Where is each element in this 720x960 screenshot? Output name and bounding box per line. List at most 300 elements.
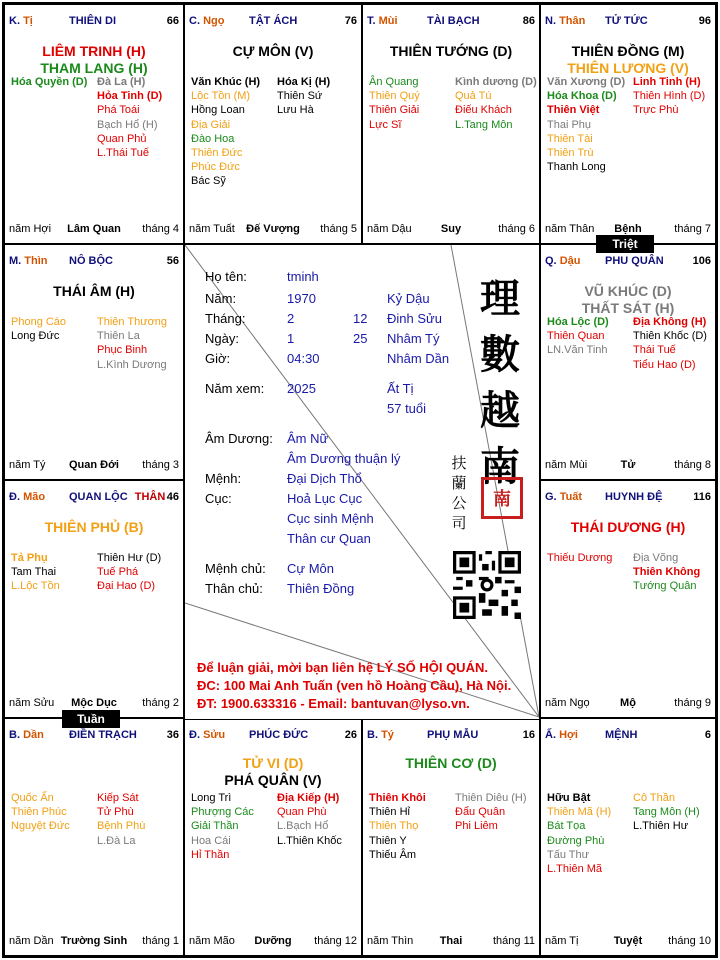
minor-star: Hóa Khoa (D) <box>547 90 617 103</box>
palace-stage: Tử <box>620 459 636 471</box>
good-stars-column <box>547 551 612 565</box>
main-star: THÁI DƯƠNG (H) <box>570 519 686 535</box>
minor-star: Địa Không (H) <box>633 316 707 328</box>
palace-prefix: Đ. <box>9 491 20 503</box>
palace-prefix: T. <box>367 15 376 27</box>
main-stars <box>541 283 715 317</box>
palace-prefix: Đ. <box>189 729 200 741</box>
minor-star: Thiên Trù <box>547 147 594 160</box>
palace-name: PHỤ MẪU <box>427 729 479 741</box>
minor-star: Thiếu Âm <box>369 848 417 861</box>
minor-star: Linh Tinh (H) <box>633 76 701 88</box>
minor-star: Quan Phù <box>277 806 327 819</box>
palace-number: 66 <box>166 15 179 27</box>
minor-star: Thiên Khốc (D) <box>633 330 707 343</box>
palace-year: năm Mão <box>189 935 235 947</box>
palace-header <box>189 15 357 31</box>
palace-month: tháng 4 <box>142 223 179 235</box>
hour-value: 04:30 <box>287 351 320 366</box>
palace-mui[interactable] <box>362 4 540 244</box>
palace-stage: Mộc Dục <box>71 697 117 709</box>
bad-stars-column <box>455 791 527 834</box>
palace-branch: Sửu <box>203 729 226 741</box>
palace-position <box>545 15 585 27</box>
calligraphy-title: 理 數 越 南 <box>480 275 520 490</box>
palace-dan[interactable] <box>4 718 184 956</box>
palace-prefix: N. <box>545 15 556 27</box>
qr-code[interactable] <box>453 551 521 619</box>
contact-line-1: Để luận giải, mời bạn liên hệ LÝ SỐ HỘI QUÁN. <box>197 660 488 675</box>
minor-star: Thiên Giải <box>369 104 420 117</box>
palace-suu[interactable] <box>184 718 362 956</box>
minor-star: Ân Quang <box>369 76 419 88</box>
month-lunar: 12 <box>353 311 368 326</box>
main-star: TỬ VI (D) <box>242 755 304 771</box>
triet-badge: Triệt <box>596 235 654 253</box>
main-stars <box>541 43 715 77</box>
minor-star: Thiên Diêu (H) <box>455 792 527 804</box>
minor-star: Quả Tú <box>455 90 492 103</box>
palace-position <box>545 255 580 267</box>
minor-star: Thiên Hư (D) <box>97 552 162 564</box>
amduong-label: Âm Dương: <box>205 431 273 446</box>
minor-star: L.Tang Môn <box>455 118 513 131</box>
cuc-value-2: Cục sinh Mệnh <box>287 511 374 526</box>
palace-name: TỬ TỨC <box>605 15 648 27</box>
minor-star: Phi Liêm <box>455 820 498 833</box>
main-stars <box>5 519 183 536</box>
minor-star: Thiên Phúc <box>11 806 67 819</box>
palace-year: năm Sửu <box>9 697 55 709</box>
palace-branch: Tuất <box>559 491 583 503</box>
main-stars <box>185 43 361 60</box>
minor-star: Thiếu Dương <box>547 552 613 564</box>
thanchu-value: Thiên Đồng <box>287 581 355 596</box>
palace-month: tháng 8 <box>674 459 711 471</box>
palace-stage: Trường Sinh <box>60 935 128 947</box>
minor-star: Thiên Quan <box>547 330 605 343</box>
palace-branch: Tị <box>23 15 33 27</box>
palace-dau[interactable] <box>540 244 716 480</box>
good-stars-column <box>11 791 70 834</box>
minor-star: Đại Hao (D) <box>97 580 156 593</box>
main-star: THẤT SÁT (H) <box>581 300 675 316</box>
minor-star: Bạch Hổ (H) <box>97 118 158 131</box>
minor-star: Thiên Đức <box>191 147 243 160</box>
palace-year: năm Thìn <box>367 935 414 947</box>
good-stars-column <box>369 791 426 862</box>
palace-than[interactable] <box>540 4 716 244</box>
good-stars-column <box>191 75 260 189</box>
palace-ngo[interactable] <box>184 4 362 244</box>
palace-name: HUYNH ĐỆ <box>605 491 663 503</box>
minor-star: Thiên Việt <box>547 104 600 117</box>
day-label: Ngày: <box>205 331 239 346</box>
palace-thin[interactable] <box>4 244 184 480</box>
palace-position <box>189 729 225 741</box>
good-stars-column <box>11 75 87 89</box>
bad-stars-column <box>97 551 161 594</box>
palace-ty[interactable] <box>362 718 540 956</box>
bad-stars-column <box>455 75 537 132</box>
hour-label: Giờ: <box>205 351 231 366</box>
palace-position <box>9 15 33 27</box>
main-stars <box>363 755 539 772</box>
minor-star: Thiên Y <box>369 834 407 847</box>
palace-name: TẬT ÁCH <box>249 15 298 27</box>
year-label: Năm: <box>205 291 237 306</box>
minor-star: Tam Thai <box>11 566 57 579</box>
palace-branch: Thìn <box>24 255 48 267</box>
minor-star: Hữu Bật <box>547 792 591 804</box>
bad-stars-column <box>633 315 707 372</box>
cuc-label: Cục: <box>205 491 232 506</box>
day-lunar: 25 <box>353 331 368 346</box>
minor-star: L.Đà La <box>97 834 136 847</box>
tu-vi-chart <box>2 2 718 958</box>
minor-star: Hồng Loan <box>191 104 245 117</box>
minor-star: Phượng Các <box>191 806 254 819</box>
minor-star: Thai Phụ <box>547 118 592 131</box>
bad-stars-column <box>633 75 705 118</box>
minor-star: Điếu Khách <box>455 104 512 117</box>
palace-footer <box>367 935 535 949</box>
minor-star: Giải Thần <box>191 820 239 833</box>
palace-header <box>367 729 535 745</box>
bad-stars-column <box>97 315 167 372</box>
palace-number: 86 <box>522 15 535 27</box>
minor-star: Quan Phủ <box>97 132 147 145</box>
main-star: THIÊN PHỦ (B) <box>44 519 144 535</box>
palace-stage: Thai <box>439 935 463 947</box>
palace-header <box>9 491 179 507</box>
than-marker: THÂN <box>134 491 166 503</box>
minor-star: Tướng Quân <box>633 580 697 593</box>
palace-header <box>545 491 711 507</box>
menh-label: Mệnh: <box>205 471 242 486</box>
minor-star: Thiên Không <box>633 566 701 579</box>
palace-hoi[interactable] <box>540 718 716 956</box>
main-star: VŨ KHÚC (D) <box>584 283 672 299</box>
view-year-label: Năm xem: <box>205 381 265 396</box>
palace-stage: Quan Đới <box>69 459 119 471</box>
minor-star: Lực Sĩ <box>369 118 402 131</box>
palace-position <box>545 491 582 503</box>
minor-star: Bệnh Phù <box>97 820 146 833</box>
palace-branch: Mùi <box>378 15 398 27</box>
minor-star: Thiên Sứ <box>277 90 323 103</box>
minor-star: Thiên Mã (H) <box>547 806 612 819</box>
good-stars-column <box>369 75 420 132</box>
minor-star: Tấu Thư <box>547 848 590 861</box>
minor-star: Thiên La <box>97 330 140 343</box>
palace-month: tháng 2 <box>142 697 179 709</box>
minor-star: Kình dương (D) <box>455 76 537 88</box>
year-canchi: Kỷ Dậu <box>387 291 430 306</box>
minor-star: Địa Võng <box>633 552 679 564</box>
minor-star: Lưu Hà <box>277 104 314 117</box>
palace-prefix: M. <box>9 255 22 267</box>
main-star: PHÁ QUÂN (V) <box>224 772 322 788</box>
minor-star: Hóa Lộc (D) <box>547 316 609 328</box>
palace-footer <box>9 697 179 711</box>
palace-footer <box>545 697 711 711</box>
palace-number: 6 <box>704 729 711 741</box>
palace-header <box>367 15 535 31</box>
palace-name: NÔ BỘC <box>69 255 113 267</box>
day-value: 1 <box>287 331 295 346</box>
minor-star: L.Bạch Hổ <box>277 820 329 833</box>
minor-star: Thiên Tài <box>547 132 593 145</box>
good-stars-column <box>11 315 66 343</box>
good-stars-column <box>547 315 609 358</box>
main-stars <box>541 519 715 536</box>
palace-position <box>189 15 224 27</box>
minor-star: Đường Phù <box>547 834 605 847</box>
palace-month: tháng 9 <box>674 697 711 709</box>
minor-star: Đà La (H) <box>97 76 146 88</box>
good-stars-column <box>191 791 254 862</box>
palace-footer <box>9 935 179 949</box>
palace-branch: Dần <box>23 729 44 741</box>
minor-star: Quốc Ấn <box>11 792 54 804</box>
palace-footer <box>189 935 357 949</box>
minor-star: Phá Toái <box>97 104 140 117</box>
palace-header <box>9 15 179 31</box>
palace-prefix: B. <box>9 729 20 741</box>
main-stars <box>5 283 183 300</box>
minor-star: Tang Môn (H) <box>633 806 700 819</box>
main-stars <box>185 755 361 789</box>
main-star: THIÊN CƠ (D) <box>405 755 497 771</box>
palace-branch: Hợi <box>559 729 578 741</box>
bad-stars-column <box>277 791 342 848</box>
palace-position <box>367 729 394 741</box>
minor-star: Văn Khúc (H) <box>191 76 261 88</box>
palace-month: tháng 7 <box>674 223 711 235</box>
minor-star: L.Thái Tuế <box>97 147 149 160</box>
good-stars-column <box>11 551 60 594</box>
minor-star: Thiên Thọ <box>369 820 419 833</box>
hour-canchi: Nhâm Dần <box>387 351 450 366</box>
palace-year: năm Tý <box>9 459 46 471</box>
minor-star: LN.Văn Tinh <box>547 344 608 357</box>
minor-star: Thiên Hỉ <box>369 806 410 819</box>
palace-number: 36 <box>166 729 179 741</box>
month-value: 2 <box>287 311 295 326</box>
palace-branch: Ngọ <box>203 15 225 27</box>
bad-stars-column <box>633 791 700 834</box>
palace-year: năm Dậu <box>367 223 412 235</box>
palace-year: năm Ngọ <box>545 697 590 709</box>
palace-stage: Tuyệt <box>613 935 643 947</box>
minor-star: Đẩu Quân <box>455 806 506 819</box>
palace-name: MỆNH <box>605 729 638 741</box>
main-star: THIÊN LƯƠNG (V) <box>567 60 689 76</box>
palace-number: 56 <box>166 255 179 267</box>
palace-name: ĐIỀN TRẠCH <box>69 729 137 741</box>
palace-month: tháng 6 <box>498 223 535 235</box>
minor-star: Long Trì <box>191 792 232 804</box>
palace-name: PHU QUÂN <box>605 255 664 267</box>
minor-star: Tả Phụ <box>11 552 48 564</box>
minor-star: Lộc Tồn (M) <box>191 90 251 103</box>
minor-star: Hỉ Thần <box>191 848 230 861</box>
minor-star: Phục Binh <box>97 344 148 357</box>
minor-star: Bát Tọa <box>547 820 586 833</box>
year-value: 1970 <box>287 291 316 306</box>
palace-mao[interactable] <box>4 480 184 718</box>
palace-stage: Đế Vượng <box>246 223 300 235</box>
minor-star: Long Đức <box>11 330 60 343</box>
minor-star: Tử Phù <box>97 806 134 819</box>
minor-star: Thanh Long <box>547 161 606 174</box>
cuc-value-3: Thân cư Quan <box>287 531 371 546</box>
contact-line-2: ĐC: 100 Mai Anh Tuấn (ven hồ Hoàng Cầu), Hà Nội. <box>197 678 512 693</box>
palace-position <box>9 255 48 267</box>
contact-block <box>197 659 511 713</box>
palace-month: tháng 12 <box>314 935 357 947</box>
view-year-canchi: Ất Tị <box>387 381 414 396</box>
palace-branch: Dậu <box>559 255 581 267</box>
minor-star: Trực Phù <box>633 104 679 117</box>
palace-branch: Thân <box>559 15 586 27</box>
minor-star: L.Lộc Tồn <box>11 580 60 593</box>
palace-number: 96 <box>698 15 711 27</box>
palace-footer <box>189 223 357 237</box>
minor-star: L.Thiên Hư <box>633 820 689 833</box>
palace-prefix: K. <box>9 15 20 27</box>
palace-year: năm Thân <box>545 223 595 235</box>
minor-star: Thái Tuế <box>633 344 676 357</box>
palace-prefix: B. <box>367 729 378 741</box>
calligraphy-subtitle: 扶 蘭 公 司 <box>451 454 467 532</box>
palace-number: 116 <box>693 491 711 503</box>
palace-prefix: C. <box>189 15 200 27</box>
minor-star: Hỏa Tinh (D) <box>97 90 163 103</box>
palace-stage: Bệnh <box>614 223 642 235</box>
palace-year: năm Hợi <box>9 223 52 235</box>
amduong-value: Âm Nữ <box>287 431 329 446</box>
palace-stage: Dưỡng <box>254 935 292 947</box>
palace-year: năm Tị <box>545 935 579 947</box>
menhchu-value: Cự Môn <box>287 561 334 576</box>
main-star: THAM LANG (H) <box>40 60 148 76</box>
palace-number: 46 <box>166 491 179 503</box>
minor-star: Thiên Khôi <box>369 792 426 804</box>
palace-name: TÀI BẠCH <box>427 15 480 27</box>
palace-tuat[interactable] <box>540 480 716 718</box>
bad-stars-column <box>633 551 700 594</box>
palace-prefix: G. <box>545 491 557 503</box>
palace-month: tháng 5 <box>320 223 357 235</box>
palace-header <box>545 729 711 745</box>
palace-footer <box>545 935 711 949</box>
minor-star: Tiểu Hao (D) <box>633 358 696 371</box>
minor-star: Cô Thần <box>633 792 675 804</box>
palace-number: 106 <box>692 255 711 267</box>
palace-year: năm Tuất <box>189 223 235 235</box>
main-star: LIÊM TRINH (H) <box>42 43 146 59</box>
palace-name: QUAN LỘC THÂN <box>69 491 166 503</box>
minor-star: Hóa Kị (H) <box>277 76 331 88</box>
age-value: 57 tuổi <box>387 401 427 416</box>
amduong-value-2: Âm Dương thuận lý <box>287 451 401 466</box>
palace-branch: Tý <box>381 729 394 741</box>
palace-stage: Lâm Quan <box>67 223 121 235</box>
palace-header <box>545 15 711 31</box>
menhchu-label: Mệnh chủ: <box>205 561 266 576</box>
palace-number: 16 <box>522 729 535 741</box>
main-star: CỰ MÔN (V) <box>232 43 314 59</box>
name-value: tminh <box>287 269 319 284</box>
main-star: THÁI ÂM (H) <box>53 283 135 299</box>
center-info-panel <box>184 244 540 720</box>
palace-header <box>545 255 711 271</box>
bad-stars-column <box>97 791 145 848</box>
minor-star: Bác Sỹ <box>191 175 226 188</box>
palace-name: PHÚC ĐỨC <box>249 729 309 741</box>
palace-name: THIÊN DI <box>69 15 117 27</box>
main-stars <box>363 43 539 60</box>
palace-month: tháng 11 <box>492 935 535 947</box>
palace-month: tháng 1 <box>142 935 179 947</box>
thanchu-label: Thân chủ: <box>205 581 263 596</box>
palace-number: 26 <box>344 729 357 741</box>
palace-header <box>9 255 179 271</box>
main-star: THIÊN TƯỚNG (D) <box>389 43 513 59</box>
palace-ti[interactable] <box>4 4 184 244</box>
minor-star: Văn Xương (D) <box>547 76 626 88</box>
palace-header <box>189 729 357 745</box>
palace-position <box>9 491 45 503</box>
minor-star: Hoa Cái <box>191 834 231 847</box>
minor-star: L.Thiên Khốc <box>277 834 342 847</box>
day-canchi: Nhâm Tý <box>387 331 440 346</box>
name-label: Họ tên: <box>205 269 247 284</box>
palace-footer <box>367 223 535 237</box>
cuc-value: Hoả Lục Cục <box>287 491 363 506</box>
menh-value: Đại Dịch Thổ <box>287 471 362 486</box>
palace-branch: Mão <box>23 491 46 503</box>
minor-star: L.Kình Dương <box>97 358 167 371</box>
minor-star: Phong Cáo <box>11 316 67 328</box>
bad-stars-column <box>277 75 330 118</box>
good-stars-column <box>547 791 611 876</box>
palace-header <box>9 729 179 745</box>
bad-stars-column <box>97 75 162 160</box>
month-label: Tháng: <box>205 311 246 326</box>
month-canchi: Đinh Sửu <box>387 311 442 326</box>
minor-star: Đào Hoa <box>191 132 235 145</box>
palace-footer <box>9 223 179 237</box>
minor-star: Tuế Phá <box>97 566 139 579</box>
minor-star: Thiên Thương <box>97 316 168 328</box>
palace-footer <box>9 459 179 473</box>
palace-footer <box>545 459 711 473</box>
view-year-value: 2025 <box>287 381 316 396</box>
palace-prefix: Q. <box>545 255 557 267</box>
palace-stage: Mộ <box>620 697 636 709</box>
minor-star: Địa Giải <box>191 118 231 131</box>
minor-star: Kiếp Sát <box>97 792 139 804</box>
minor-star: Hóa Quyền (D) <box>11 76 88 88</box>
red-seal-stamp: 南 <box>481 477 523 519</box>
good-stars-column <box>547 75 625 174</box>
palace-position <box>545 729 578 741</box>
contact-line-3[interactable]: ĐT: 1900.633316 - Email: bantuvan@lyso.vn. <box>197 696 470 711</box>
palace-prefix: Ấ. <box>545 729 556 741</box>
